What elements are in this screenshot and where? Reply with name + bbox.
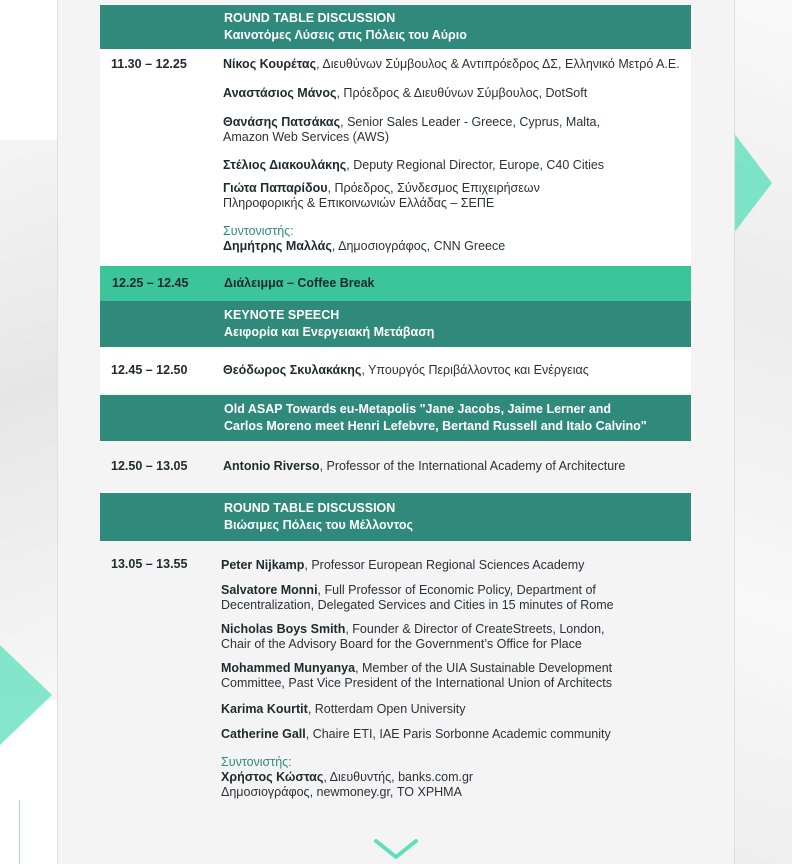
speaker-role: , Senior Sales Leader - Greece, Cyprus, Malta,: [340, 115, 600, 129]
speaker-name: Peter Nijkamp: [221, 558, 305, 572]
band-title: Old ASAP Towards eu-Metapolis "Jane Jacobs, Jaime Lerner and: [224, 402, 612, 416]
speaker-role: , Υπουργός Περιβάλλοντος και Ενέργειας: [361, 363, 589, 377]
speaker-role: , Professor of the International Academy of Architecture: [319, 459, 626, 473]
speaker-role: , Chaire ETI, IAE Paris Sorbonne Academic community: [305, 727, 611, 741]
speaker-role: Πληροφορικής & Επικοινωνιών Ελλάδας – ΣΕΠΕ: [223, 196, 495, 210]
speaker-role: Committee, Past Vice President of the International Union of Architects: [221, 676, 612, 690]
speaker-entry: [221, 702, 466, 717]
background-left-panel: [0, 140, 57, 700]
session-time: 12.45 – 12.50: [111, 363, 188, 377]
speaker-name: Salvatore Monni: [221, 583, 318, 597]
band-subtitle: Βιώσιμες Πόλεις του Μέλλοντος: [224, 518, 414, 532]
speaker-role: , Rotterdam Open University: [307, 702, 466, 716]
teal-accent-shape: [0, 645, 52, 745]
lecture-header: [100, 395, 691, 441]
band-title: ROUND TABLE DISCUSSION: [224, 11, 396, 25]
moderator-role: , Διευθυντής, banks.com.gr: [323, 770, 474, 784]
speaker-role: , Full Professor of Economic Policy, Department of: [317, 583, 596, 597]
speaker-name: Στέλιος Διακουλάκης: [223, 158, 347, 172]
speaker-name: Νίκος Κουρέτας: [223, 57, 317, 71]
moderator-entry: [223, 224, 505, 254]
band-title: ROUND TABLE DISCUSSION: [224, 501, 396, 515]
speaker-role: , Professor European Regional Sciences Academy: [304, 558, 585, 572]
speaker-name: Nicholas Boys Smith: [221, 622, 346, 636]
band-title: Carlos Moreno meet Henri Lefebvre, Bertand Russell and Italo Calvino": [224, 419, 647, 433]
speaker-role: , Πρόεδρος & Διευθύνων Σύμβουλος, DotSoft: [336, 86, 588, 100]
break-label: Διάλειμμα – Coffee Break: [224, 276, 375, 290]
speaker-name: Mohammed Munyanya: [221, 661, 356, 675]
band-subtitle: Καινοτόμες Λύσεις στις Πόλεις του Αύριο: [224, 28, 467, 42]
coffee-break-row: [100, 266, 691, 301]
speaker-name: Karima Kourtit: [221, 702, 308, 716]
speaker-entry: [223, 459, 625, 474]
session-time: 13.05 – 13.55: [111, 557, 188, 571]
speaker-name: Antonio Riverso: [223, 459, 320, 473]
moderator-role: , Δημοσιογράφος, CNN Greece: [331, 239, 506, 253]
speaker-role: Chair of the Advisory Board for the Government’s Office for Place: [221, 637, 582, 651]
moderator-role: Δημοσιογράφος, newmoney.gr, ΤΟ ΧΡΗΜΑ: [221, 785, 462, 799]
speaker-entry: [221, 558, 584, 573]
round-table-header: [100, 5, 691, 49]
moderator-name: Χρήστος Κώστας: [221, 770, 324, 784]
speaker-entry: [223, 86, 587, 101]
break-time: 12.25 – 12.45: [112, 276, 189, 290]
speaker-name: Catherine Gall: [221, 727, 306, 741]
decorative-line: [0, 800, 20, 864]
speaker-entry: [221, 583, 614, 613]
speaker-name: Γιώτα Παπαρίδου: [223, 181, 328, 195]
keynote-header: [100, 301, 691, 347]
agenda-document: [57, 0, 735, 864]
speaker-entry: [221, 661, 612, 691]
moderator-label: Συντονιστής:: [221, 755, 292, 769]
band-title: KEYNOTE SPEECH: [224, 308, 340, 322]
speaker-name: Θανάσης Πατσάκας: [223, 115, 341, 129]
speaker-entry: [223, 57, 680, 72]
session-time: 12.50 – 13.05: [111, 459, 188, 473]
speaker-entry: [223, 115, 600, 145]
speaker-entry: [223, 158, 604, 173]
speaker-name: Αναστάσιος Μάνος: [223, 86, 337, 100]
speaker-role: , Deputy Regional Director, Europe, C40 Cities: [346, 158, 605, 172]
teal-accent-shape: [730, 128, 772, 238]
speaker-role: , Founder & Director of CreateStreets, London,: [345, 622, 605, 636]
speaker-role: , Member of the UIA Sustainable Development: [355, 661, 613, 675]
moderator-label: Συντονιστής:: [223, 224, 294, 238]
speaker-role: Decentralization, Delegated Services and Cities in 15 minutes of Rome: [221, 598, 614, 612]
moderator-entry: [221, 755, 473, 800]
speaker-role: , Πρόεδρος, Σύνδεσμος Επιχειρήσεων: [327, 181, 540, 195]
speaker-entry: [221, 622, 605, 652]
moderator-name: Δημήτρης Μαλλάς: [223, 239, 332, 253]
speaker-name: Θεόδωρος Σκυλακάκης: [223, 363, 362, 377]
band-subtitle: Αειφορία και Ενεργειακή Μετάβαση: [224, 325, 435, 339]
speaker-role: , Διευθύνων Σύμβουλος & Αντιπρόεδρος ΔΣ, Ελληνικό Μετρό Α.Ε.: [316, 57, 680, 71]
speaker-role: Amazon Web Services (AWS): [223, 130, 390, 144]
speaker-entry: [221, 727, 611, 742]
chevron-down-icon[interactable]: [374, 838, 418, 860]
session-time: 11.30 – 12.25: [111, 57, 187, 71]
speaker-entry: [223, 363, 589, 378]
round-table-header: [100, 493, 691, 541]
speaker-entry: [223, 181, 540, 211]
